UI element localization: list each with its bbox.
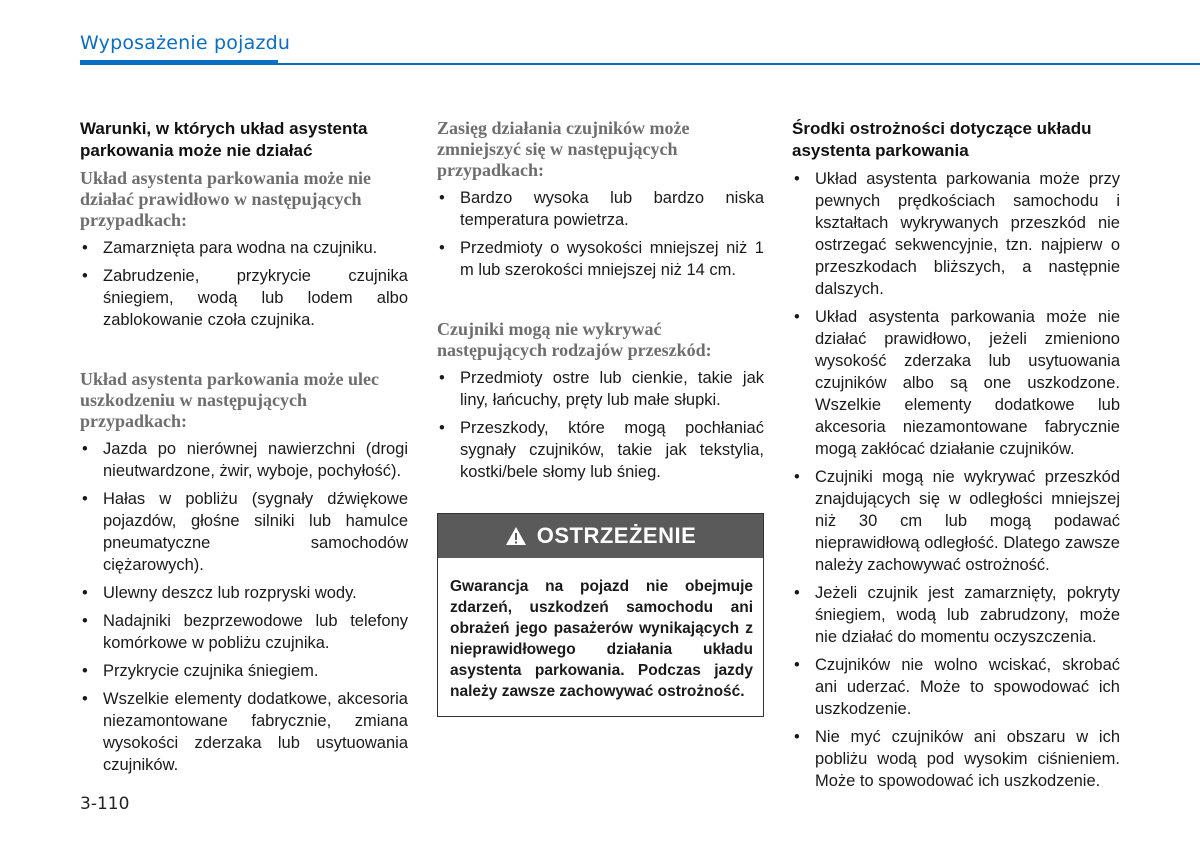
list-item: • Zamarznięta para wodna na czujniku. xyxy=(80,237,408,259)
list-item: • Czujniki mogą nie wykrywać przeszkód znajdujących się w odległości mniejszej niż 30 cm lub mogą podawać nieprawidłową odległość. Dlatego zawsze należy zachowywać ostrożność. xyxy=(792,466,1120,576)
warning-header xyxy=(438,514,763,558)
list-item: • Przedmioty ostre lub cienkie, takie jak liny, łańcuchy, pręty lub małe słupki. xyxy=(437,367,764,411)
list-item: • Układ asystenta parkowania może przy pewnych prędkościach samochodu i kształtach wykrywanych przeszkód nie ostrzegać sekwencyjnie, tzn. najpierw o przeszkodach bliższych, a następnie dalszych. xyxy=(792,168,1120,300)
list-item: • Jazda po nierównej nawierzchni (drogi nieutwardzone, żwir, wyboje, pochyłość). xyxy=(80,438,408,482)
column-middle xyxy=(437,118,764,717)
list-item: • Ulewny deszcz lub rozpryski wody. xyxy=(80,582,408,604)
subheading-range-reduced: Zasięg działania czujników może zmniejszyć się w następujących przypadkach: xyxy=(437,118,690,180)
section-title: Wyposażenie pojazdu xyxy=(80,32,291,54)
subheading-not-detected: Czujniki mogą nie wykrywać następujących rodzajów przeszkód: xyxy=(437,319,712,360)
list-may-not-work xyxy=(80,237,408,331)
list-item: • Hałas w pobliżu (sygnały dźwiękowe pojazdów, głośne silniki lub hamulce pneumatyczne samochodów ciężarowych). xyxy=(80,488,408,576)
warning-text: Gwarancja na pojazd nie obejmuje zdarzeń, uszkodzeń samochodu ani obrażeń jego pasażerów wynikających z nieprawidłowego działania układu asystenta parkowania. Podczas jazdy należy zawsze zachowywać ostrożność. xyxy=(438,558,763,716)
list-range-reduced xyxy=(437,187,764,281)
list-item: • Przykrycie czujnika śniegiem. xyxy=(80,660,408,682)
heading-conditions: Warunki, w których układ asystenta parkowania może nie działać xyxy=(80,119,368,160)
list-item: • Układ asystenta parkowania może nie działać prawidłowo, jeżeli zmieniono wysokość zderzaka lub usytuowania czujników albo są one uszkodzone. Wszelkie elementy dodatkowe lub akcesoria niezamontowane fabrycznie mogą zakłócać działanie czujników. xyxy=(792,306,1120,460)
list-item: • Przeszkody, które mogą pochłaniać sygnały czujników, takie jak tekstylia, kostki/bele słomy lub śnieg. xyxy=(437,417,764,483)
list-item: • Wszelkie elementy dodatkowe, akcesoria niezamontowane fabrycznie, zmiana wysokości zderzaka lub usytuowania czujników. xyxy=(80,688,408,776)
page-number: 3-110 xyxy=(80,794,130,814)
subheading-may-not-work: Układ asystenta parkowania może nie działać prawidłowo w następujących przypadkach: xyxy=(80,168,372,230)
list-item: • Przedmioty o wysokości mniejszej niż 1 m lub szerokości mniejszej niż 14 cm. xyxy=(437,237,764,281)
warning-triangle-icon xyxy=(505,526,527,546)
list-precautions xyxy=(792,168,1120,792)
column-left xyxy=(80,118,408,782)
warning-box xyxy=(437,513,764,717)
list-item: • Jeżeli czujnik jest zamarznięty, pokryty śniegiem, wodą lub zabrudzony, może nie działać do momentu oczyszczenia. xyxy=(792,582,1120,648)
list-item: • Nie myć czujników ani obszaru w ich pobliżu wodą pod wysokim ciśnieniem. Może to spowodować ich uszkodzenie. xyxy=(792,726,1120,792)
list-may-be-damaged xyxy=(80,438,408,776)
list-item: • Czujników nie wolno wciskać, skrobać ani uderzać. Może to spowodować ich uszkodzenie. xyxy=(792,654,1120,720)
header-rule-thin xyxy=(278,63,1200,65)
column-right xyxy=(792,118,1120,798)
list-item: • Bardzo wysoka lub bardzo niska temperatura powietrza. xyxy=(437,187,764,231)
list-item: • Nadajniki bezprzewodowe lub telefony komórkowe w pobliżu czujnika. xyxy=(80,610,408,654)
list-item: • Zabrudzenie, przykrycie czujnika śniegiem, wodą lub lodem albo zablokowanie czoła czujnika. xyxy=(80,265,408,331)
warning-title: OSTRZEŻENIE xyxy=(536,523,697,548)
list-not-detected xyxy=(437,367,764,483)
heading-precautions: Środki ostrożności dotyczące układu asystenta parkowania xyxy=(792,119,1092,160)
subheading-may-be-damaged: Układ asystenta parkowania może ulec uszkodzeniu w następujących przypadkach: xyxy=(80,369,380,431)
header-rule-thick xyxy=(80,60,278,65)
